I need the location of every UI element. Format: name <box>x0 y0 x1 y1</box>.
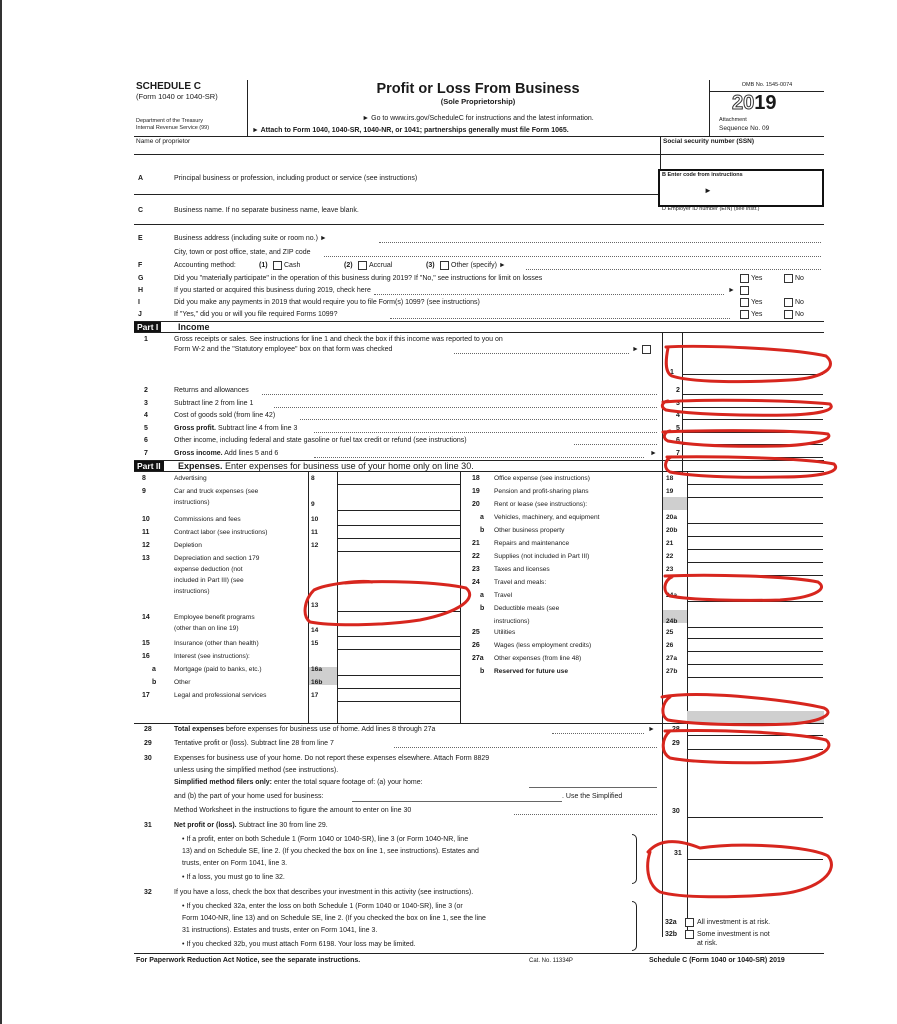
line-e-text: Business address (including suite or room no.) ► <box>174 235 327 242</box>
line-1-box-label: 1 <box>670 369 674 376</box>
f-opt3-label: Other (specify) ► <box>451 262 506 269</box>
expense-amount-11[interactable] <box>338 527 460 539</box>
expense-r-box-11: 25 <box>666 629 674 636</box>
line-5-box-label: 5 <box>676 425 680 432</box>
line-30-home-field <box>529 787 657 788</box>
expense-line-num-6: 14 <box>142 614 150 621</box>
line-5-bold: Gross profit. <box>174 425 217 432</box>
line-4-amount[interactable] <box>683 409 823 420</box>
expense-r-box-0: 18 <box>666 475 674 482</box>
part2-header <box>134 460 824 471</box>
expense-line-text-10: Other <box>174 679 191 686</box>
expense-amount-20b[interactable] <box>688 525 823 537</box>
header-divider-right <box>709 80 710 136</box>
line-5-text <box>174 424 297 433</box>
line-7-bold: Gross income. <box>174 450 223 457</box>
line-d-text: D Employer ID number (EIN) (see instr.) <box>662 206 760 212</box>
line-7-amount[interactable] <box>683 447 823 458</box>
footer-rule <box>134 953 824 954</box>
expense-box-label-5: 13 <box>311 602 319 609</box>
footer-form-id: Schedule C (Form 1040 or 1040-SR) 2019 <box>649 957 785 964</box>
line-3-dots <box>274 407 657 408</box>
expense-box-label-9: 16a <box>311 666 323 673</box>
line-29-text: Tentative profit or (loss). Subtract line 28 from line 7 <box>174 740 334 747</box>
line-6-box-label: 6 <box>676 437 680 444</box>
part2-badge: Part II <box>134 461 164 471</box>
tax-year-prefix: 20 <box>732 92 755 114</box>
expense-line-num-0: 8 <box>142 475 146 482</box>
line-f-letter: F <box>138 262 143 269</box>
expense-amount-25[interactable] <box>688 627 823 639</box>
line-32a-text: All investment is at risk. <box>697 919 771 926</box>
line-28-box-label: 28 <box>672 726 680 733</box>
expense-line-text-5: Depreciation and section 179 <box>174 555 260 562</box>
expense-line-num-2: 10 <box>142 516 150 523</box>
line-e2-dots <box>324 256 821 257</box>
h-arrow: ► <box>728 287 735 294</box>
name-label: Name of proprietor <box>136 138 191 145</box>
line-32-num: 32 <box>144 889 152 896</box>
accrual-checkbox[interactable] <box>358 261 367 270</box>
line-32-text: If you have a loss, check the box that describes your investment in this activity (see instructions). <box>174 889 474 896</box>
expense-amount-16b[interactable] <box>338 677 460 689</box>
expense-line-num-11: 17 <box>142 692 150 699</box>
line-a-letter: A <box>138 175 144 182</box>
rule-b <box>134 194 658 195</box>
line-31-bullet2: • If a loss, you must go to line 32. <box>182 874 285 881</box>
rule-a <box>134 154 824 155</box>
shade-20 <box>663 497 687 510</box>
expense-line-text-3: Contract labor (see instructions) <box>174 529 268 536</box>
line-i-letter: I <box>138 299 140 306</box>
line-32b-text: Some investment is not <box>697 931 770 938</box>
part1-title: Income <box>178 322 210 332</box>
line-28-text <box>174 725 435 734</box>
line-g-letter: G <box>138 275 144 282</box>
tax-year-suffix: 19 <box>754 92 777 114</box>
line-2-text: Returns and allowances <box>174 387 249 394</box>
expense-r-num-9: a <box>480 592 484 599</box>
line-5-num: 5 <box>144 425 148 432</box>
expense-line-num-7: 15 <box>142 640 150 647</box>
form-subtitle: (Sole Proprietorship) <box>440 97 516 106</box>
expense-r-num-10: b <box>480 605 485 612</box>
f-opt1-num: (1) <box>259 262 268 269</box>
expense-box-label-1: 9 <box>311 501 315 508</box>
expense-amount-9[interactable] <box>338 499 460 511</box>
j-yes-checkbox[interactable] <box>740 310 749 319</box>
line-h-text: If you started or acquired this business during 2019, check here <box>174 287 371 294</box>
expense-r-box-1: 19 <box>666 488 674 495</box>
expense-line-text-9: Mortgage (paid to banks, etc.) <box>174 666 262 673</box>
line-30-text: Expenses for business use of your home. Do not report these expenses elsewhere. Attach Form 8829 <box>174 755 490 762</box>
expense-line-text-11: Legal and professional services <box>174 692 267 699</box>
expense-r-box-5: 21 <box>666 540 674 547</box>
line-30-amount[interactable] <box>688 807 823 818</box>
schedule-title: SCHEDULE C <box>136 81 202 92</box>
i-yes-checkbox[interactable] <box>740 298 749 307</box>
expense-line-text2-1: instructions) <box>174 499 210 506</box>
line-c-text: Business name. If no separate business name, leave blank. <box>174 207 359 214</box>
expense-line-text-2: Commissions and fees <box>174 516 241 523</box>
department-label: Department of the Treasury <box>136 118 203 124</box>
shade-27b <box>687 711 824 723</box>
part1-header <box>134 321 824 332</box>
line-31-num: 31 <box>144 822 152 829</box>
expense-r-box-13: 27a <box>666 655 678 662</box>
line-2-amount[interactable] <box>683 384 823 395</box>
expense-line-num-10: b <box>152 679 157 686</box>
ssn-label: Social security number (SSN) <box>663 138 755 145</box>
expense-r-box-3: 20a <box>666 514 678 521</box>
expense-r-num-6: 22 <box>472 553 480 560</box>
line-7-box-label: 7 <box>676 450 680 457</box>
expense-amount-17[interactable] <box>338 690 460 702</box>
i-no-checkbox[interactable] <box>784 298 793 307</box>
expense-line-text4-5: instructions) <box>174 588 210 595</box>
line-30-box-label: 30 <box>672 808 680 815</box>
form-title: Profit or Loss From Business <box>376 81 580 97</box>
line-1-dots <box>454 353 629 354</box>
expense-amount-27a[interactable] <box>688 653 823 665</box>
expense-line-text-4: Depletion <box>174 542 202 549</box>
line-h-dots <box>374 294 724 295</box>
expense-r-num-12: 26 <box>472 642 480 649</box>
expense-amount-21[interactable] <box>688 538 823 550</box>
page-edge <box>0 0 2 1024</box>
expense-box-label-3: 11 <box>311 529 318 536</box>
line-30-num: 30 <box>144 755 152 762</box>
line-2-num: 2 <box>144 387 148 394</box>
line-4-text: Cost of goods sold (from line 42) <box>174 412 276 419</box>
schedule-form-ref: (Form 1040 or 1040-SR) <box>136 92 218 101</box>
expense-r-box-14: 27b <box>666 668 678 675</box>
expense-r-num-5: 21 <box>472 540 480 547</box>
line-31-text <box>174 821 328 830</box>
attach-instructions: ► Attach to Form 1040, 1040-SR, 1040-NR, or 1041; partnerships generally must file Form 1065. <box>252 127 569 134</box>
expense-amount-24a[interactable] <box>688 590 823 602</box>
line-28-bold: Total expenses <box>174 726 225 733</box>
g-no-checkbox[interactable] <box>784 274 793 283</box>
line-7-num: 7 <box>144 450 148 457</box>
expense-r-text-8: Travel and meals: <box>494 579 547 586</box>
expense-line-num-3: 11 <box>142 529 150 536</box>
line-30-text4b: . Use the Simplified <box>562 793 623 800</box>
expense-r-text-7: Taxes and licenses <box>494 566 550 573</box>
expense-r-text-3: Vehicles, machinery, and equipment <box>494 514 600 521</box>
line-6-dots <box>574 444 657 445</box>
f-opt3-num: (3) <box>426 262 435 269</box>
h-checkbox[interactable] <box>740 286 749 295</box>
expense-line-num-4: 12 <box>142 542 150 549</box>
line-3-text: Subtract line 2 from line 1 <box>174 400 254 407</box>
line-28-rest: before expenses for business use of home. Add lines 8 through 27a <box>224 726 436 733</box>
line-31-rest: Subtract line 30 from line 29. <box>236 822 328 829</box>
line-4-dots <box>300 419 657 420</box>
irs-label: Internal Revenue Service (99) <box>136 125 210 131</box>
line-f-dots <box>526 269 821 270</box>
expense-r-num-11: 25 <box>472 629 480 636</box>
sequence-number: Sequence No. 09 <box>719 125 770 132</box>
line-32-bullet1: • If you checked 32a, enter the loss on both Schedule 1 (Form 1040 or 1040-SR), line 3 (or <box>182 903 463 910</box>
line-28-dots <box>552 733 644 734</box>
expense-line-text-6: Employee benefit programs <box>174 614 255 621</box>
j-no-label: No <box>795 311 804 318</box>
j-no-checkbox[interactable] <box>784 310 793 319</box>
catalog-number: Cat. No. 11334P <box>529 958 573 964</box>
i-yes-label: Yes <box>751 299 763 306</box>
expense-amount-23[interactable] <box>688 564 823 576</box>
expense-r-text-14: Reserved for future use <box>494 668 569 675</box>
p2-center-divider <box>460 471 461 723</box>
line-7-dots <box>314 457 644 458</box>
line-4-num: 4 <box>144 412 148 419</box>
part1-badge: Part I <box>134 322 161 332</box>
part1-rule <box>134 332 824 333</box>
line-3-box-label: 3 <box>676 400 680 407</box>
line-1-text2: Form W-2 and the "Statutory employee" box on that form was checked <box>174 346 393 353</box>
line-30-text2: unless using the simplified method (see instructions). <box>174 767 339 774</box>
expense-r-num-1: 19 <box>472 488 480 495</box>
expense-amount-16a[interactable] <box>338 664 460 676</box>
expense-amount-19[interactable] <box>688 486 823 498</box>
line-30-sqft: enter the total square footage of: (a) your home: <box>272 779 423 786</box>
line-29-box-label: 29 <box>672 740 680 747</box>
expense-r-text-10: Deductible meals (see <box>494 605 560 612</box>
line-32-bullet1c: 31 instructions). Estates and trusts, enter on Form 1041, line 3. <box>182 927 378 934</box>
expense-line-num-5: 13 <box>142 555 150 562</box>
some-not-at-risk-checkbox[interactable] <box>685 930 694 939</box>
omb-number: OMB No. 1545-0074 <box>741 82 793 88</box>
line-7-text <box>174 449 278 458</box>
expense-r-text-13: Other expenses (from line 48) <box>494 655 582 662</box>
expense-r-box-4: 20b <box>666 527 678 534</box>
rule-28 <box>134 723 824 724</box>
expense-line-num-1: 9 <box>142 488 146 495</box>
line-30-business-field <box>352 801 562 802</box>
line-1-amount[interactable] <box>683 356 823 375</box>
expense-amount-27b[interactable] <box>688 666 823 678</box>
line-2-box-label: 2 <box>676 387 680 394</box>
line-31-bold: Net profit or (loss). <box>174 822 237 829</box>
line-30-text4: and (b) the part of your home used for business: <box>174 793 324 800</box>
expense-box-label-4: 12 <box>311 542 319 549</box>
statutory-employee-checkbox[interactable] <box>642 345 651 354</box>
all-at-risk-checkbox[interactable] <box>685 918 694 927</box>
line-6-num: 6 <box>144 437 148 444</box>
g-no-label: No <box>795 275 804 282</box>
expense-r-text-11: Utilities <box>494 629 516 636</box>
line-30-text5: Method Worksheet in the instructions to figure the amount to enter on line 30 <box>174 807 412 814</box>
expense-amount-14[interactable] <box>338 625 460 637</box>
line-e-dots <box>379 242 821 243</box>
j-yes-label: Yes <box>751 311 763 318</box>
line-6-text: Other income, including federal and state gasoline or fuel tax credit or refund (see instructions) <box>174 437 467 444</box>
line-29-amount[interactable] <box>688 739 823 750</box>
expense-r-num-3: a <box>480 514 484 521</box>
expense-amount-26[interactable] <box>688 640 823 652</box>
expense-amount-18[interactable] <box>688 473 823 485</box>
bottom-col-left <box>662 723 663 937</box>
expense-line-text-1: Car and truck expenses (see <box>174 488 259 495</box>
rule-c <box>134 224 824 225</box>
expense-r-text-12: Wages (less employment credits) <box>494 642 592 649</box>
line-g-text: Did you "materially participate" in the operation of this business during 2019? If "No," see instructions for limit on losses <box>174 275 543 282</box>
line-28-arrow: ► <box>648 726 655 733</box>
line-j-text: If "Yes," did you or will you file required Forms 1099? <box>174 311 338 318</box>
ssn-divider <box>660 136 661 170</box>
expense-r-box-12: 26 <box>666 642 674 649</box>
expense-amount-8[interactable] <box>338 473 460 485</box>
line-28-num: 28 <box>144 726 152 733</box>
expense-r-text-0: Office expense (see instructions) <box>494 475 590 482</box>
expense-r-text-2: Rent or lease (see instructions): <box>494 501 588 508</box>
line-j-letter: J <box>138 311 142 318</box>
part2-rule <box>134 471 824 472</box>
bottom-col-right <box>687 723 688 937</box>
expense-amount-12[interactable] <box>338 540 460 552</box>
expense-r-box-6: 22 <box>666 553 674 560</box>
line-32a-label: 32a <box>665 919 677 926</box>
expense-amount-20a[interactable] <box>688 512 823 524</box>
line-1-arrow: ► <box>632 346 639 353</box>
p2-left-col1 <box>308 471 309 723</box>
line-1-text: Gross receipts or sales. See instructions for line 1 and check the box if this income was reported to you on <box>174 336 503 343</box>
line-4-box-label: 4 <box>676 412 680 419</box>
line-1-num: 1 <box>144 336 148 343</box>
expense-box-label-11: 17 <box>311 692 319 699</box>
expense-r-text-4: Other business property <box>494 527 565 534</box>
expense-r-box-10: 24b <box>666 618 678 625</box>
line-j-dots <box>390 318 730 319</box>
line-h-letter: H <box>138 287 144 294</box>
expense-line-text2-5: expense deduction (not <box>174 566 243 573</box>
part1-col-left <box>662 332 663 474</box>
line-7-rest: Add lines 5 and 6 <box>222 450 279 457</box>
line-31-brace <box>632 834 637 884</box>
expense-r-num-2: 20 <box>472 501 480 508</box>
header-bottom-rule <box>134 136 824 137</box>
expense-amount-13[interactable] <box>338 600 460 612</box>
expense-line-text-0: Advertising <box>174 475 207 482</box>
line-5-amount[interactable] <box>683 422 823 433</box>
line-30-text3 <box>174 778 423 787</box>
line-b-text: B Enter code from instructions <box>662 172 743 178</box>
f-opt2-label: Accrual <box>369 262 393 269</box>
line-5-dots <box>314 432 657 433</box>
expense-r-text-5: Repairs and maintenance <box>494 540 570 547</box>
line-31-bullet1b: 13) and on Schedule SE, line 2. (If you checked the box on line 1, see instructions). Estates and <box>182 848 479 855</box>
tax-year <box>732 92 777 114</box>
attachment-label: Attachment <box>719 117 747 123</box>
line-31-bullet1c: trusts, enter on Form 1041, line 3. <box>182 860 288 867</box>
f-opt2-num: (2) <box>344 262 353 269</box>
expense-r-num-14: b <box>480 668 485 675</box>
part2-title-rest: Enter expenses for business use of your home only on line 30. <box>225 461 474 471</box>
line-3-num: 3 <box>144 400 148 407</box>
g-yes-checkbox[interactable] <box>740 274 749 283</box>
schedule-c-form <box>134 78 824 1008</box>
line-f-text: Accounting method: <box>174 262 236 269</box>
expense-r-num-13: 27a <box>472 655 484 662</box>
line-3-amount[interactable] <box>683 397 823 408</box>
expense-r-text-9: Travel <box>494 592 513 599</box>
part2-title <box>178 461 474 471</box>
line-2-dots <box>262 394 657 395</box>
expense-line-text-8: Interest (see instructions): <box>174 653 250 660</box>
expense-line-num-9: a <box>152 666 156 673</box>
expense-line-text-7: Insurance (other than health) <box>174 640 259 647</box>
i-no-label: No <box>795 299 804 306</box>
expense-amount-10[interactable] <box>338 514 460 526</box>
line-30-dots <box>514 814 657 815</box>
g-yes-label: Yes <box>751 275 763 282</box>
line-e-letter: E <box>138 235 143 242</box>
line-b-arrow: ► <box>704 186 712 195</box>
expense-box-label-2: 10 <box>311 516 319 523</box>
line-7-arrow: ► <box>650 450 657 457</box>
expense-r-box-7: 23 <box>666 566 674 573</box>
expense-r-num-4: b <box>480 527 485 534</box>
line-i-text: Did you make any payments in 2019 that would require you to file Form(s) 1099? (see instructions) <box>174 299 480 306</box>
f-opt1-label: Cash <box>284 262 301 269</box>
expense-box-label-10: 16b <box>311 679 323 686</box>
expense-amount-22[interactable] <box>688 551 823 563</box>
expense-line-text3-5: included in Part III) (see <box>174 577 244 584</box>
line-29-num: 29 <box>144 740 152 747</box>
line-28-amount[interactable] <box>688 725 823 736</box>
expense-r-text-6: Supplies (not included in Part III) <box>494 553 590 560</box>
goto-instructions: ► Go to www.irs.gov/ScheduleC for instructions and the latest information. <box>362 115 594 122</box>
expense-box-label-6: 14 <box>311 627 319 634</box>
expense-line-num-8: 16 <box>142 653 150 660</box>
line-29-dots <box>394 747 657 748</box>
line-c-letter: C <box>138 207 144 214</box>
expense-r-text-1: Pension and profit-sharing plans <box>494 488 589 495</box>
expense-box-label-0: 8 <box>311 475 315 482</box>
other-method-checkbox[interactable] <box>440 261 449 270</box>
expense-r-box-9: 24a <box>666 592 678 599</box>
paperwork-notice: For Paperwork Reduction Act Notice, see the separate instructions. <box>136 957 361 964</box>
line-31-bullet1: • If a profit, enter on both Schedule 1 (Form 1040 or 1040-SR), line 3 (or Form 1040-NR, line <box>182 836 469 843</box>
part2-title-bold: Expenses. <box>178 461 223 471</box>
line-32b-label: 32b <box>665 931 678 938</box>
expense-line-text2-6: (other than on line 19) <box>174 625 239 632</box>
line-30-simplified: Simplified method filers only: <box>174 779 273 786</box>
line-32-bullet1b: Form 1040-NR, line 13) and on Schedule SE, line 2. (If you checked the box on line 1, see the line <box>182 915 486 922</box>
expense-r-num-0: 18 <box>472 475 480 482</box>
expense-r-num-8: 24 <box>472 579 480 586</box>
line-32-brace <box>632 901 637 951</box>
expense-amount-15[interactable] <box>338 638 460 650</box>
expense-box-label-7: 15 <box>311 640 319 647</box>
line-32-bullet2: • If you checked 32b, you must attach Form 6198. Your loss may be limited. <box>182 941 416 948</box>
line-a-text: Principal business or profession, including product or service (see instructions) <box>174 175 418 182</box>
line-5-rest: Subtract line 4 from line 3 <box>216 425 298 432</box>
line-6-amount[interactable] <box>683 434 823 445</box>
cash-checkbox[interactable] <box>273 261 282 270</box>
expense-r-num-7: 23 <box>472 566 480 573</box>
line-e2-text: City, town or post office, state, and ZIP code <box>174 249 311 256</box>
expense-r-text2-10: instructions) <box>494 618 530 625</box>
line-31-amount[interactable] <box>688 849 823 860</box>
line-32b-text2: at risk. <box>697 940 718 947</box>
line-31-box-label: 31 <box>674 850 682 857</box>
